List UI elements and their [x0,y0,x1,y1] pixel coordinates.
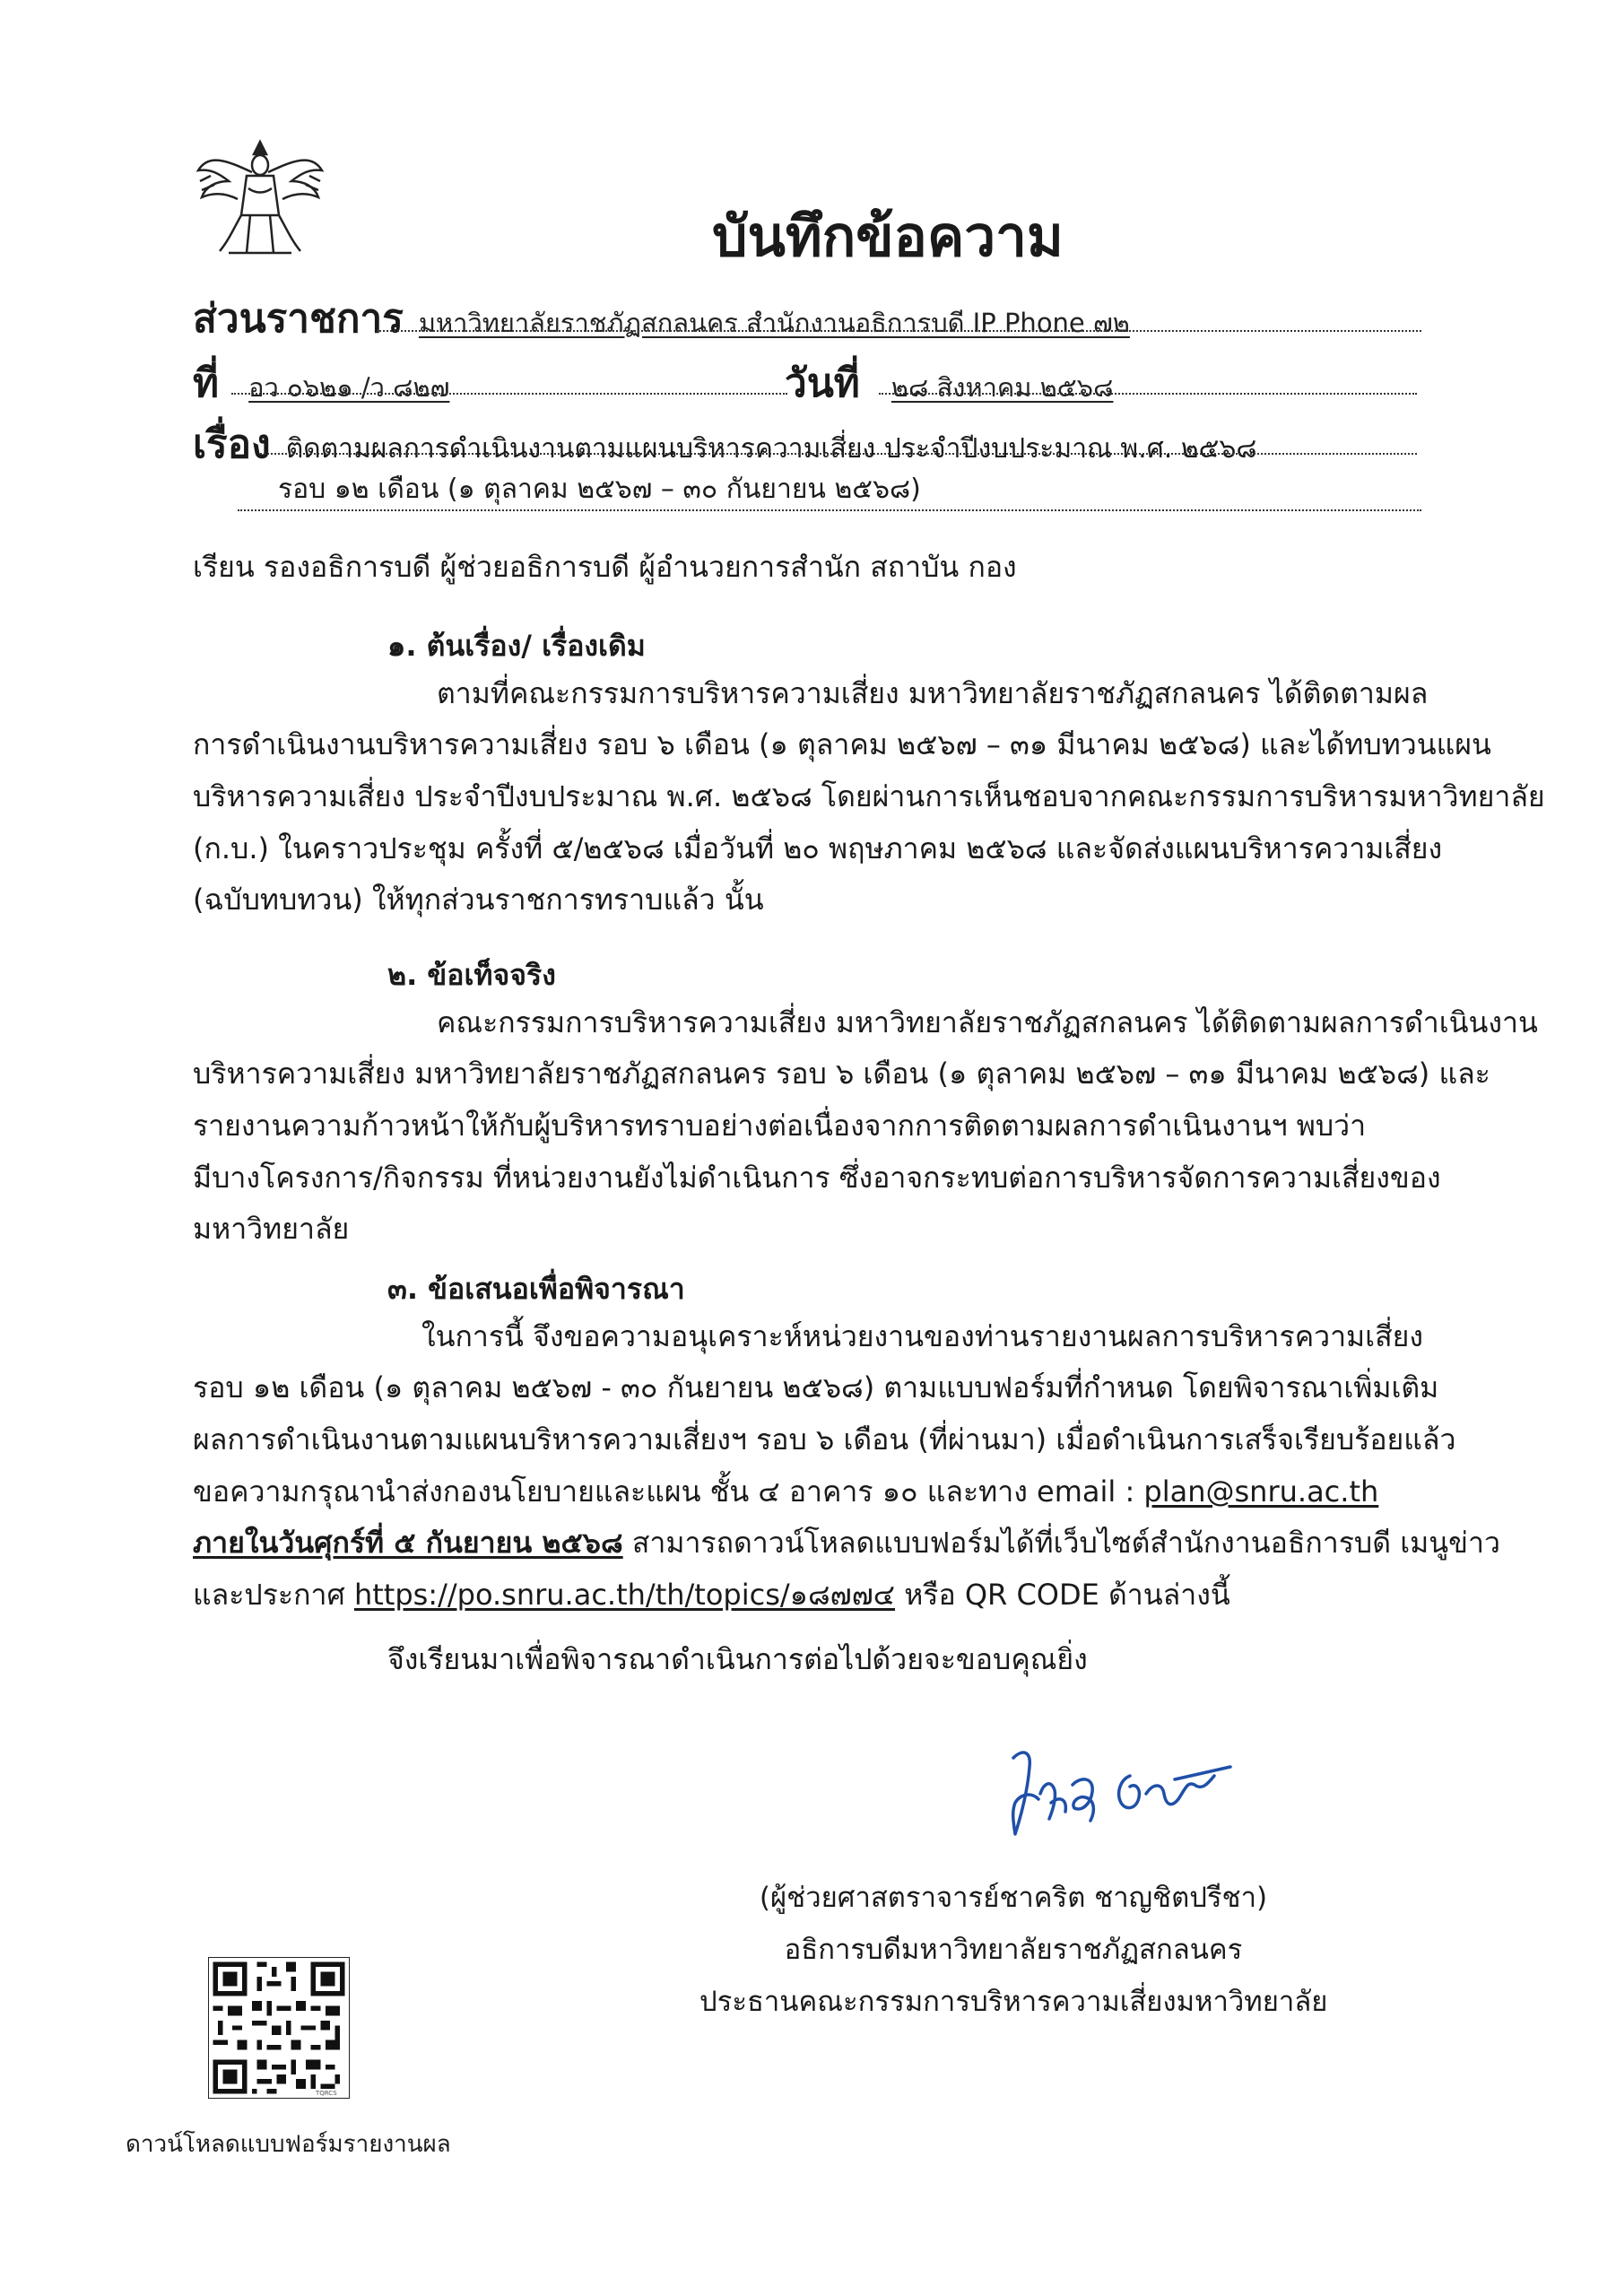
ref-dotline [231,393,787,395]
qr-code-icon[interactable] [208,1957,350,2099]
section-3-line-5-text: สามารถดาวน์โหลดแบบฟอร์มได้ที่เว็บไซต์สำนักงานอธิการบดี เมนูข่าว [622,1526,1500,1560]
date-row [785,352,1113,407]
section-2-title: ๒. ข้อเท็จจริง [387,958,556,992]
ref-row [193,352,449,407]
section-1-line-3: บริหารความเสี่ยง ประจำปีงบประมาณ พ.ศ. ๒๕๖๘ โดยผ่านการเห็นชอบจากคณะกรรมการบริหารมหาวิทยาลัย [193,779,1545,813]
section-2-line-4: มีบางโครงการ/กิจกรรม ที่หน่วยงานยังไม่ดำเนินการ ซึ่งอาจกระทบต่อการบริหารจัดการความเสี่ยงของ [193,1161,1441,1195]
subject-dotline-2 [238,509,1421,511]
date-value: ๒๘ สิงหาคม ๒๕๖๘ [891,372,1114,403]
section-2-line-5: มหาวิทยาลัย [193,1212,350,1246]
section-1-line-2: การดำเนินงานบริหารความเสี่ยง รอบ ๖ เดือน (๑ ตุลาคม ๒๕๖๗ – ๓๑ มีนาคม ๒๕๖๘) และได้ทบทวนแผน [193,727,1491,761]
email-link[interactable]: plan@snru.ac.th [1143,1474,1379,1509]
download-url-link[interactable]: https://po.snru.ac.th/th/topics/๑๘๗๗๔ [353,1578,896,1612]
ref-label: ที่ [193,361,220,406]
section-1-title: ๑. ต้นเรื่อง/ เรื่องเดิม [387,629,646,663]
qr-brand-text: TQRCS [316,2090,337,2097]
deadline-text: ภายในวันศุกร์ที่ ๕ กันยายน ๒๕๖๘ [193,1526,623,1560]
section-3-line-6-pre: และประกาศ [193,1578,354,1612]
date-label: วันที่ [785,361,860,406]
salutation: เรียน รองอธิการบดี ผู้ช่วยอธิการบดี ผู้อำนวยการสำนัก สถาบัน กอง [193,550,1017,584]
signatory-name: (ผู้ช่วยศาสตราจารย์ชาคริต ชาญชิตปรีชา) [759,1882,1268,1914]
section-3-line-4-text: ขอความกรุณานำส่งกองนโยบายและแผน ชั้น ๔ อาคาร ๑๐ และทาง email : [193,1474,1144,1509]
subject-label: เรื่อง [193,422,271,467]
section-1-line-1: ตามที่คณะกรรมการบริหารความเสี่ยง มหาวิทยาลัยราชภัฏสกลนคร ได้ติดตามผล [437,676,1429,710]
ref-value: อว ๐๖๒๑ /ว ๘๒๗ [248,372,450,403]
agency-row [193,287,1130,343]
subject-line-1: ติดตามผลการดำเนินงานตามแผนบริหารความเสี่ยง ประจำปีงบประมาณ พ.ศ. ๒๕๖๘ [285,433,1257,465]
subject-row [193,413,1257,468]
handwritten-signature-icon [995,1740,1264,1848]
section-2-line-2: บริหารความเสี่ยง มหาวิทยาลัยราชภัฏสกลนคร รอบ ๖ เดือน (๑ ตุลาคม ๒๕๖๗ – ๓๑ มีนาคม ๒๕๖๘) และ [193,1057,1490,1091]
section-3-line-5 [193,1520,1500,1566]
section-3-line-4 [193,1469,1378,1515]
garuda-emblem-icon [193,135,327,260]
subject-dotline-1 [260,453,1417,455]
section-3-line-1: ในการนี้ จึงขอความอนุเคราะห์หน่วยงานของท่านรายงานผลการบริหารความเสี่ยง [421,1319,1423,1353]
section-3-title: ๓. ข้อเสนอเพื่อพิจารณา [387,1272,685,1306]
section-3-line-6-post: หรือ QR CODE ด้านล่างนี้ [895,1578,1230,1612]
section-1-line-4: (ก.บ.) ในคราวประชุม ครั้งที่ ๕/๒๕๖๘ เมื่อวันที่ ๒๐ พฤษภาคม ๒๕๖๘ และจัดส่งแผนบริหารความเสี่ยง [193,831,1443,865]
signatory-position-1: อธิการบดีมหาวิทยาลัยราชภัฏสกลนคร [784,1934,1243,1966]
closing-line: จึงเรียนมาเพื่อพิจารณาดำเนินการต่อไปด้วยจะขอบคุณยิ่ง [387,1642,1088,1676]
signatory-position-2: ประธานคณะกรรมการบริหารความเสี่ยงมหาวิทยาลัย [699,1986,1328,2018]
section-2-line-1: คณะกรรมการบริหารความเสี่ยง มหาวิทยาลัยราชภัฏสกลนคร ได้ติดตามผลการดำเนินงาน [437,1005,1538,1039]
agency-dotline [377,330,1421,332]
date-dotline [879,393,1417,395]
qr-caption: ดาวน์โหลดแบบฟอร์มรายงานผล [126,2131,451,2158]
section-1-line-5: (ฉบับทบทวน) ให้ทุกส่วนราชการทราบแล้ว นั้น [193,883,764,917]
subject-line-2: รอบ ๑๒ เดือน (๑ ตุลาคม ๒๕๖๗ – ๓๐ กันยายน ๒๕๖๘) [278,474,921,505]
agency-label: ส่วนราชการ [193,296,404,342]
section-3-line-3: ผลการดำเนินงานตามแผนบริหารความเสี่ยงฯ รอบ ๖ เดือน (ที่ผ่านมา) เมื่อดำเนินการเสร็จเรียบร้อยแล้ว [193,1422,1456,1457]
section-2-line-3: รายงานความก้าวหน้าให้กับผู้บริหารทราบอย่างต่อเนื่องจากการติดตามผลการดำเนินงานฯ พบว่า [193,1109,1367,1143]
document-title: บันทึกข้อความ [712,204,1064,269]
section-3-line-2: รอบ ๑๒ เดือน (๑ ตุลาคม ๒๕๖๗ - ๓๐ กันยายน ๒๕๖๘) ตามแบบฟอร์มที่กำหนด โดยพิจารณาเพิ่มเติม [193,1370,1439,1405]
agency-value: มหาวิทยาลัยราชภัฏสกลนคร สำนักงานอธิการบดี IP Phone ๗๒ [418,308,1130,338]
section-3-line-6 [193,1572,1230,1618]
